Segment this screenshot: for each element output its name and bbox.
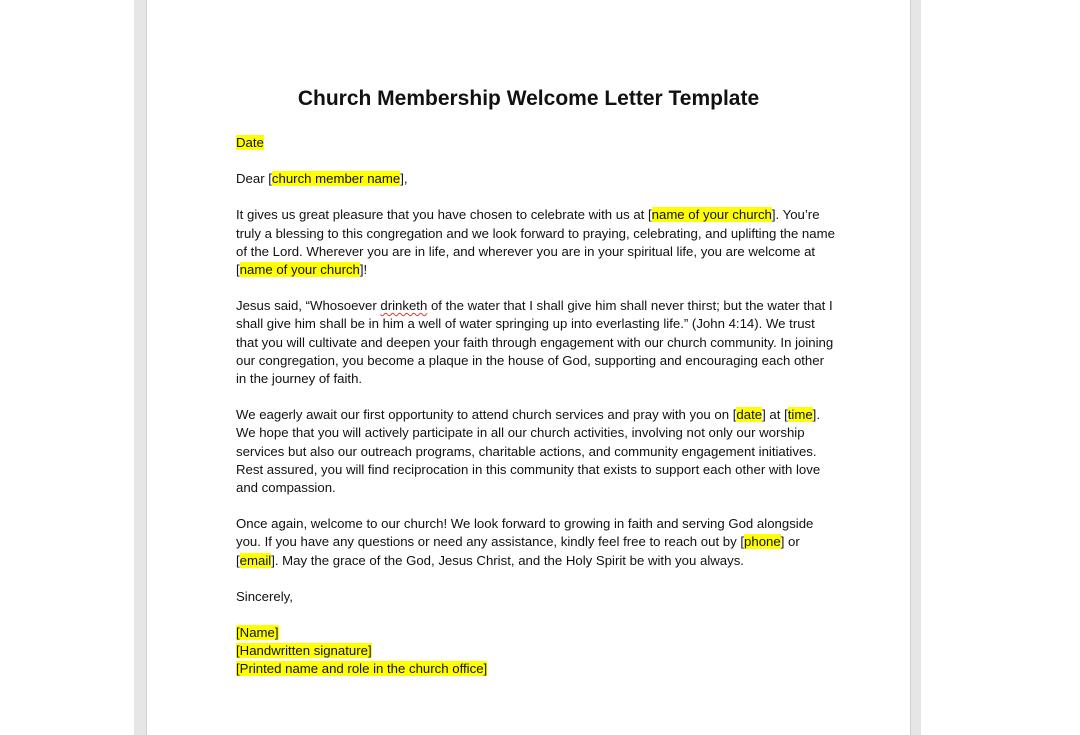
closing: Sincerely, [236, 588, 293, 604]
date-field-placeholder: date [736, 407, 763, 423]
phone-placeholder: phone [744, 534, 781, 550]
letter-body[interactable] [236, 134, 836, 679]
salutation [236, 170, 836, 188]
member-name-placeholder: church member name [271, 171, 401, 187]
paragraph-4 [236, 515, 836, 570]
p4-text-c: ]. May the grace of the God, Jesus Christ, and the Holy Spirit be with you always. [271, 552, 744, 568]
printed-name-role-placeholder: [Printed name and role in the church office] [236, 661, 488, 677]
signature-printed-line [236, 660, 836, 678]
document-page[interactable] [146, 0, 911, 735]
p2-text-a: Jesus said, “Whosoever [236, 298, 381, 314]
signature-name-placeholder: [Name] [236, 625, 279, 641]
p1-text-b: ]. You’re truly a blessing to this congregation and we look forward to praying, celebrating, and uplifting the name of the Lord. Wherever you are in life, and wherever you are in your spiritual life, you are welcome at [ [236, 207, 835, 278]
date-line [236, 134, 836, 152]
salutation-suffix: ], [400, 171, 408, 187]
p1-text-c: ]! [359, 262, 368, 278]
p4-text-b: ] or [ [236, 534, 800, 568]
p3-text-c: ]. We hope that you will actively participate in all our church activities, involving not only our worship services but also our outreach programs, charitable actions, and community engagement initiatives. Rest assured, you will find reciprocation in this community that exists to support each other with love and compassion. [236, 407, 821, 496]
spellcheck-flagged-word[interactable]: drinketh [380, 298, 428, 314]
email-placeholder: email [239, 552, 272, 568]
signature-handwritten-line [236, 642, 836, 660]
document-title: Church Membership Welcome Letter Template [297, 87, 760, 110]
signature-name-line [236, 624, 836, 642]
church-name-placeholder-2: name of your church [239, 262, 360, 278]
paragraph-3 [236, 406, 836, 497]
p4-text-a: Once again, welcome to our church! We look forward to growing in faith and serving God alongside you. If you have any questions or need any assistance, kindly feel free to reach out by [ [236, 516, 814, 550]
signature-block [236, 624, 836, 679]
paragraph-2 [236, 297, 836, 388]
church-name-placeholder: name of your church [651, 207, 772, 223]
date-placeholder: Date [236, 135, 264, 150]
handwritten-signature-placeholder: [Handwritten signature] [236, 643, 372, 659]
p3-text-a: We eagerly await our first opportunity to attend church services and pray with you on [ [236, 407, 737, 423]
salutation-prefix: Dear [ [236, 171, 272, 187]
time-field-placeholder: time [787, 407, 813, 423]
paragraph-1 [236, 206, 836, 279]
p1-text-a: It gives us great pleasure that you have chosen to celebrate with us at [ [236, 207, 652, 223]
p3-text-b: ] at [ [762, 407, 788, 423]
p2-text-b: of the water that I shall give him shall never thirst; but the water that I shall give him shall be in him a well of water springing up into everlasting life.” (John 4:14). We trust that you will cultivate and deepen your faith through engagement with our church community. In joining our congregation, you become a plaque in the house of God, supporting and encouraging each other in the journey of faith. [236, 298, 834, 387]
